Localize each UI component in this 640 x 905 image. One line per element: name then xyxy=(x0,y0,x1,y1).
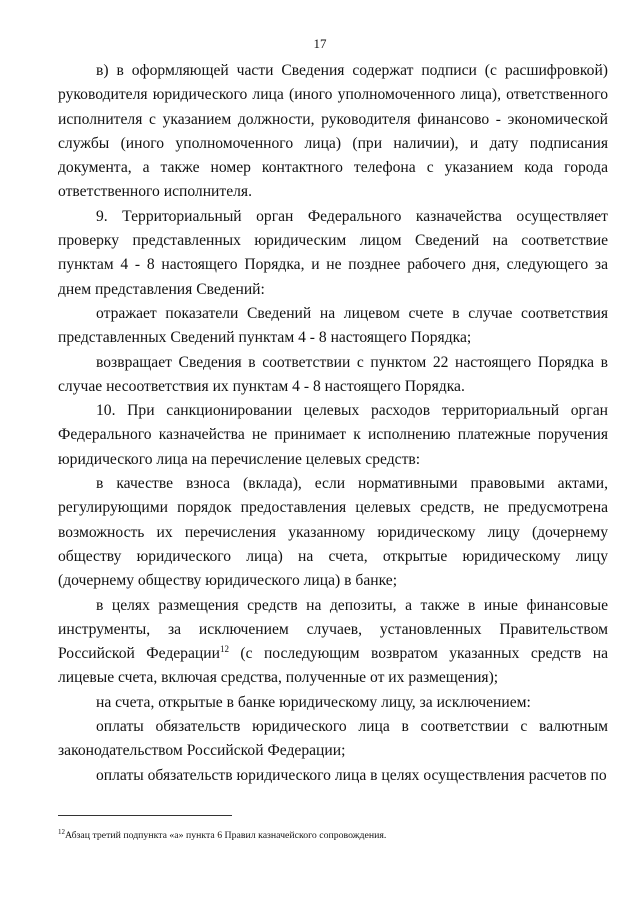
body-text xyxy=(58,59,608,788)
paragraph-10-authorization: 10. При санкционировании целевых расходов территориальный орган Федерального казначейства не принимает к исполнению платежные поручения юридического лица на перечисление целевых средств: xyxy=(58,402,608,468)
paragraph-currency-law: оплаты обязательств юридического лица в соответствии с валютным законодательством Российской Федерации; xyxy=(58,718,608,760)
paragraph-contribution: в качестве взноса (вклада), если нормативными правовыми актами, регулирующими порядок предоставления целевых средств, не предусмотрена возможность их перечисления указанному юридическому лицу (дочернему обществу юридического лица) на счета, открытые юридическому лицу (дочернему обществу юридического лица) в банке; xyxy=(58,475,608,590)
paragraph-deposits-text: в целях размещения средств на депозиты, а также в иные финансовые инструменты, за исключением случаев, установленных Правительством Российской Федерации xyxy=(58,596,608,663)
paragraph-settlements: оплаты обязательств юридического лица в целях осуществления расчетов по xyxy=(96,766,607,784)
footnote-marker: 12 xyxy=(58,828,65,836)
footnote-reference: 12 xyxy=(219,644,229,655)
footnote-text: Абзац третий подпункта «а» пункта 6 Правил казначейского сопровождения. xyxy=(65,830,387,841)
paragraph-deposits-continuation: (с последующим возвратом указанных средств на лицевые счета, включая средства, полученные от их размещения); xyxy=(58,645,608,687)
paragraph-reflects-indicators: отражает показатели Сведений на лицевом счете в случае соответствия представленных Сведений пунктам 4 - 8 настоящего Порядка; xyxy=(58,304,608,347)
paragraph-3v-signatures: в) в оформляющей части Сведения содержат подписи (с расшифровкой) руководителя юридического лица (иного уполномоченного лица), ответственного исполнителя с указанием должности, руководителя финансово - экономической службы (иного уполномоченного лица) (при наличии), и дату подписания документа, а также номер контактного телефона с указанием кода города ответственного исполнителя. xyxy=(58,62,608,201)
paragraph-bank-accounts: на счета, открытые в банке юридическому лицу, за исключением: xyxy=(96,693,531,711)
paragraph-returns-information: возвращает Сведения в соответствии с пунктом 22 настоящего Порядка в случае несоответствия их пунктам 4 - 8 настоящего Порядка. xyxy=(58,353,608,395)
page-number: 17 xyxy=(313,36,327,51)
paragraph-deposits xyxy=(58,594,608,691)
footnote-separator xyxy=(58,815,232,816)
paragraph-9-verification: 9. Территориальный орган Федерального казначейства осуществляет проверку представленных юридическим лицом Сведений на соответствие пунктам 4 - 8 настоящего Порядка, и не позднее рабочего дня, следующего за днем представления Сведений: xyxy=(58,207,608,298)
footnote xyxy=(58,829,608,842)
